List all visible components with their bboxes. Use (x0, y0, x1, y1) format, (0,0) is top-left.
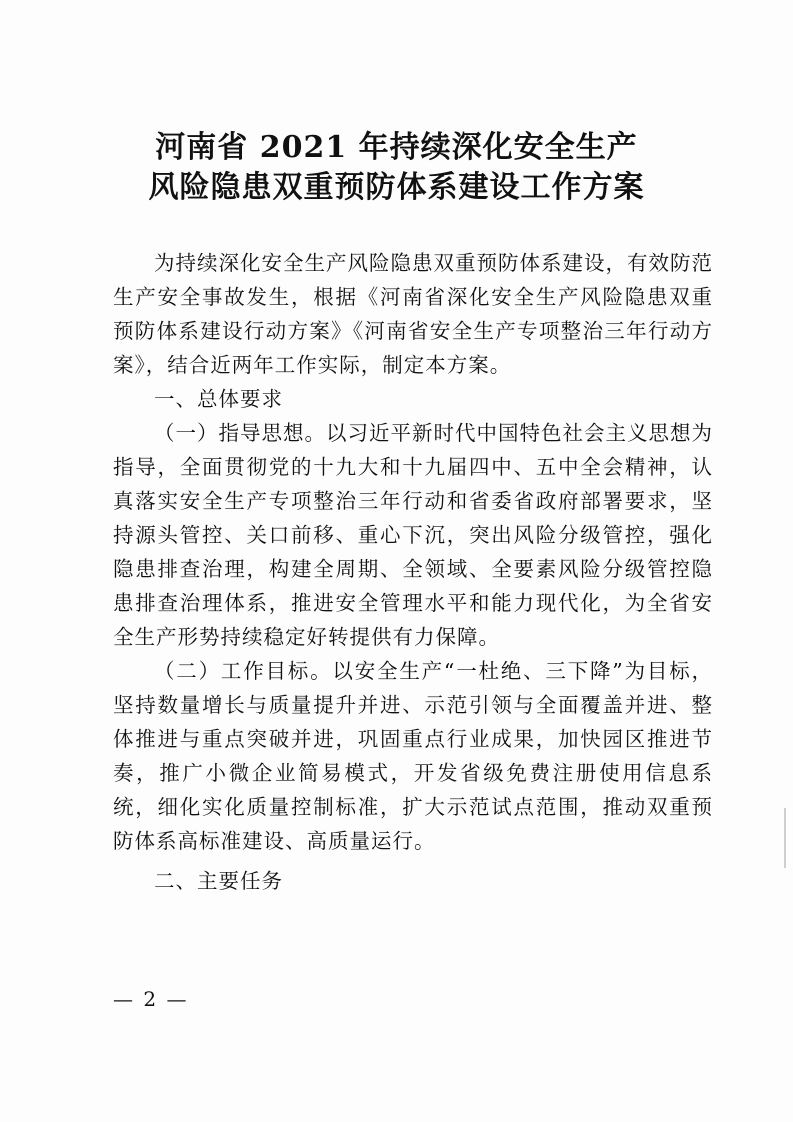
guiding-thought-paragraph: （一）指导思想。以习近平新时代中国特色社会主义思想为指导，全面贯彻党的十九大和十九届四中、五中全会精神，认真落实安全生产专项整治三年行动和省委省政府部署要求，坚持源头管控、关口前移、重心下沉，突出风险分级管控，强化隐患排查治理，构建全周期、全领域、全要素风险分级管控隐患排查治理体系，推进安全管理水平和能力现代化，为全省安全生产形势持续稳定好转提供有力保障。 (113, 421, 713, 649)
page-number: — 2 — (113, 987, 189, 1011)
section-heading-main-tasks: 二、主要任务 (154, 869, 283, 893)
document-title (120, 128, 673, 208)
document-body (113, 246, 713, 898)
intro-paragraph: 为持续深化安全生产风险隐患双重预防体系建设，有效防范生产安全事故发生，根据《河南省深化安全生产风险隐患双重预防体系建设行动方案》《河南省安全生产专项整治三年行动方案》，结合近两年工作实际，制定本方案。 (113, 251, 713, 377)
work-goal-paragraph: （二）工作目标。以安全生产“一杜绝、三下降”为目标，坚持数量增长与质量提升并进、示范引领与全面覆盖并进、整体推进与重点突破并进，巩固重点行业成果，加快园区推进节奏，推广小微企业简易模式，开发省级免费注册使用信息系统，细化实化质量控制标准，扩大示范试点范围，推动双重预防体系高标准建设、高质量运行。 (113, 659, 713, 853)
section-heading-general-requirements: 一、总体要求 (154, 387, 283, 411)
title-line-2: 风险隐患双重预防体系建设工作方案 (148, 170, 645, 205)
title-line-1: 河南省 2021 年持续深化安全生产 (155, 130, 638, 165)
scan-edge-mark (784, 808, 786, 868)
